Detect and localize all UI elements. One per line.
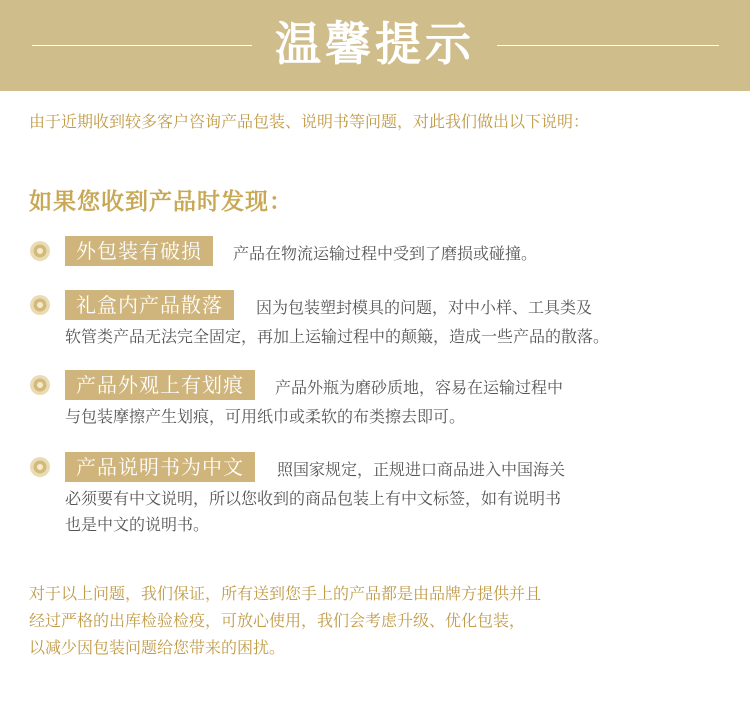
gold-flower-ornament-icon [29, 374, 51, 396]
item-description-line: 产品在物流运输过程中受到了磨损或碰撞。 [233, 244, 538, 263]
item-description-line: 必须要有中文说明，所以您收到的商品包装上有中文标签，如有说明书 [65, 489, 562, 508]
section-heading: 如果您收到产品时发现： [29, 188, 293, 215]
item-tag: 产品说明书为中文 [65, 452, 255, 482]
item-tag: 外包装有破损 [65, 236, 213, 266]
item-description-line: 因为包装塑封模具的问题，对中小样、工具类及 [256, 298, 593, 317]
guarantee-line: 经过严格的出库检验检疫，可放心使用，我们会考虑升级、优化包装， [29, 611, 526, 630]
gold-flower-ornament-icon [29, 294, 51, 316]
item-description-line: 软管类产品无法完全固定，再加上运输过程中的颠簸，造成一些产品的散落。 [65, 327, 610, 346]
page-title: 温馨提示 [275, 17, 475, 71]
item-description-line: 与包装摩擦产生划痕，可用纸巾或柔软的布类擦去即可。 [65, 407, 466, 426]
gold-flower-ornament-icon [29, 456, 51, 478]
header-divider-right [497, 45, 719, 46]
item-description-line: 照国家规定，正规进口商品进入中国海关 [277, 460, 566, 479]
item-description-line: 产品外瓶为磨砂质地，容易在运输过程中 [275, 378, 564, 397]
item-tag: 礼盒内产品散落 [65, 290, 234, 320]
gold-flower-ornament-icon [29, 240, 51, 262]
item-description-line: 也是中文的说明书。 [65, 515, 210, 534]
guarantee-line: 以减少因包装问题给您带来的困扰。 [29, 638, 286, 657]
intro-text: 由于近期收到较多客户咨询产品包装、说明书等问题，对此我们做出以下说明： [29, 112, 590, 131]
header-banner [0, 0, 750, 91]
item-tag: 产品外观上有划痕 [65, 370, 255, 400]
guarantee-text [29, 580, 729, 661]
guarantee-line: 对于以上问题，我们保证，所有送到您手上的产品都是由品牌方提供并且 [29, 584, 542, 603]
